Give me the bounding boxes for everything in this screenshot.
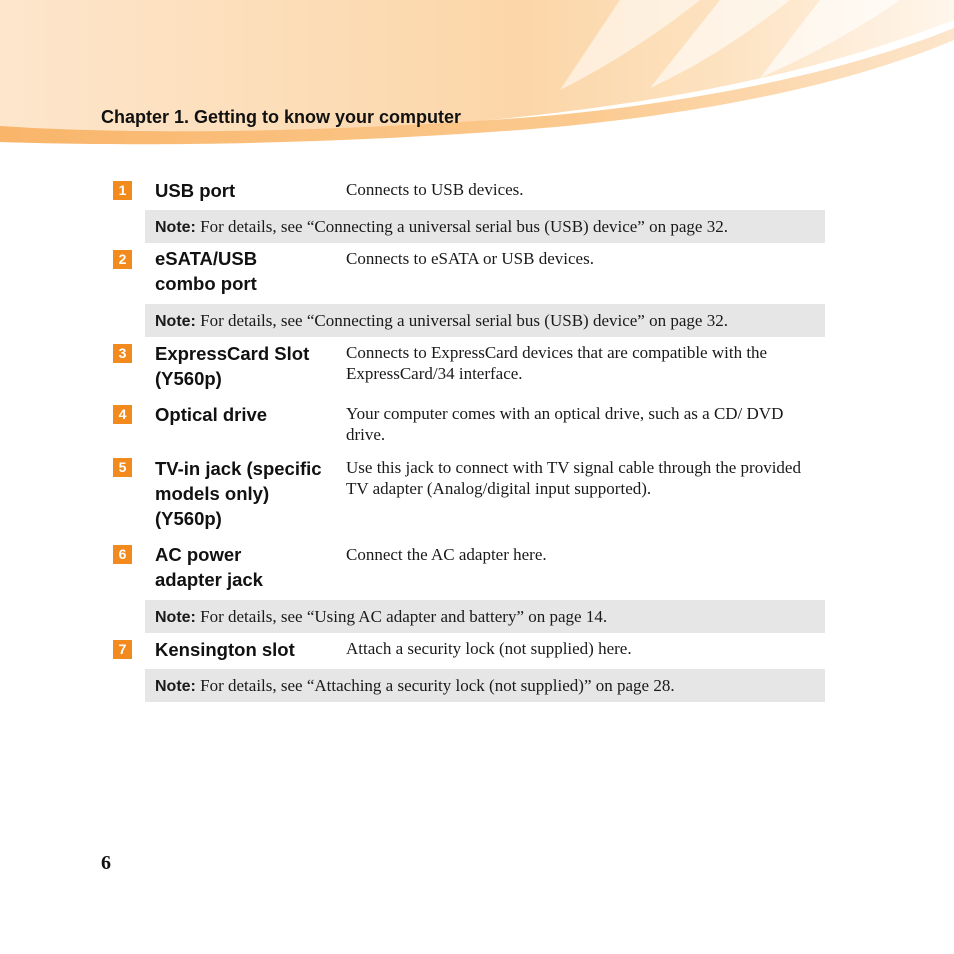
note-box bbox=[145, 210, 825, 243]
item-number-badge: 4 bbox=[113, 405, 132, 424]
item-description: Connects to ExpressCard devices that are compatible with the ExpressCard/34 interface. bbox=[346, 343, 768, 383]
item-number-badge: 2 bbox=[113, 250, 132, 269]
item-description: Connects to eSATA or USB devices. bbox=[346, 249, 594, 268]
item-number-badge: 3 bbox=[113, 344, 132, 363]
note-text: For details, see “Attaching a security lock (not supplied)” on page 28. bbox=[200, 676, 675, 695]
item-description: Attach a security lock (not supplied) here. bbox=[346, 639, 632, 658]
item-term: USB port bbox=[155, 180, 236, 201]
item-number-badge: 1 bbox=[113, 181, 132, 200]
item-number-badge: 5 bbox=[113, 458, 132, 477]
note-box bbox=[145, 669, 825, 702]
note-label: Note: bbox=[155, 313, 196, 330]
item-number-badge: 7 bbox=[113, 640, 132, 659]
item-number-badge: 6 bbox=[113, 545, 132, 564]
page-number: 6 bbox=[101, 852, 111, 874]
item-term: eSATA/USB combo port bbox=[155, 248, 258, 294]
item-term: ExpressCard Slot (Y560p) bbox=[155, 343, 310, 389]
note-text: For details, see “Connecting a universal serial bus (USB) device” on page 32. bbox=[200, 311, 728, 330]
note-label: Note: bbox=[155, 609, 196, 626]
item-term: TV-in jack (specific models only) (Y560p) bbox=[155, 458, 322, 529]
item-description: Your computer comes with an optical drive, such as a CD/ DVD drive. bbox=[346, 404, 784, 444]
item-term: Optical drive bbox=[155, 404, 268, 425]
item-description: Connects to USB devices. bbox=[346, 180, 524, 199]
note-box bbox=[145, 304, 825, 337]
item-description: Connect the AC adapter here. bbox=[346, 545, 547, 564]
note-box bbox=[145, 600, 825, 633]
item-term: AC power adapter jack bbox=[155, 544, 263, 590]
chapter-title: Chapter 1. Getting to know your computer bbox=[101, 107, 462, 127]
item-term: Kensington slot bbox=[155, 639, 295, 660]
note-label: Note: bbox=[155, 678, 196, 695]
item-description: Use this jack to connect with TV signal cable through the provided TV adapter (Analog/digital input supported). bbox=[346, 458, 801, 498]
note-text: For details, see “Using AC adapter and battery” on page 14. bbox=[200, 607, 608, 626]
note-label: Note: bbox=[155, 219, 196, 236]
note-text: For details, see “Connecting a universal serial bus (USB) device” on page 32. bbox=[200, 217, 728, 236]
